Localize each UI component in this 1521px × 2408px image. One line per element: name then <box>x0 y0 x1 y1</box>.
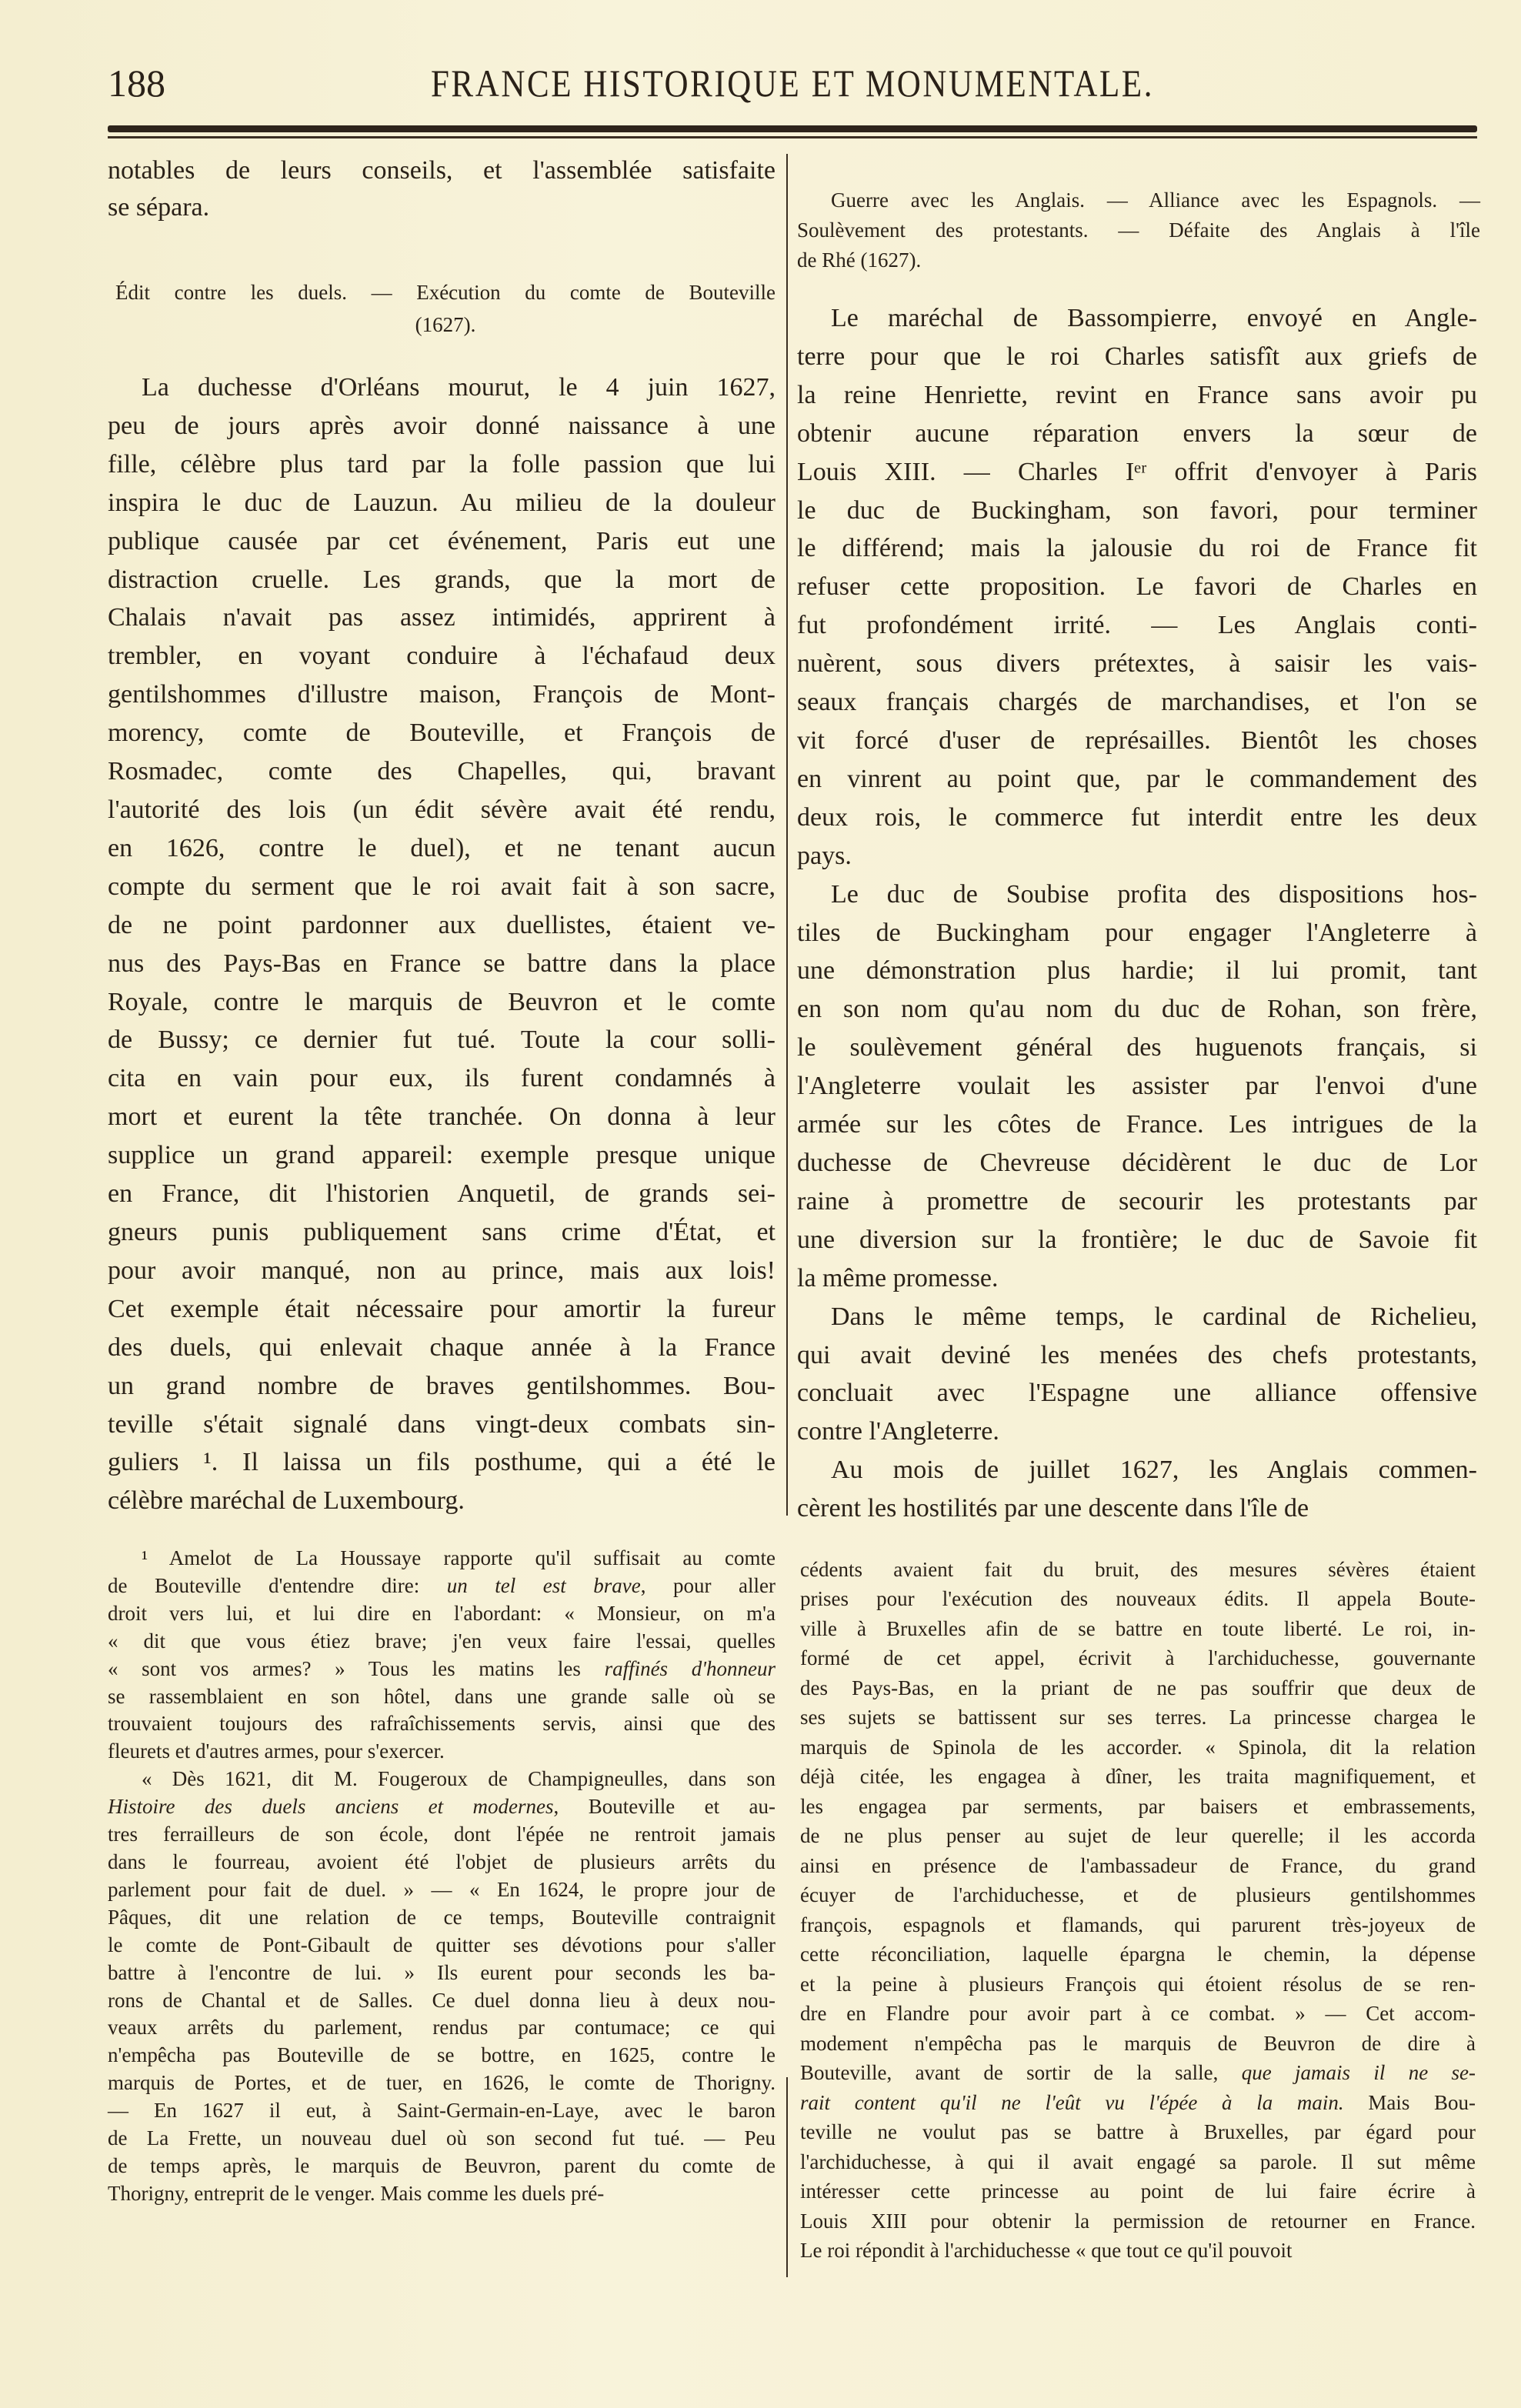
left-section-heading <box>115 276 776 341</box>
text-line: en France, dit l'historien Anquetil, de grands sei- <box>108 1179 776 1209</box>
text-line: se rassemblaient en son hôtel, dans une grande salle où se <box>108 1684 776 1708</box>
text-line: le soulèvement général des huguenots français, si <box>797 1033 1477 1062</box>
text-line: Guerre avec les Anglais. — Alliance avec les Espagnols. — <box>831 188 1480 212</box>
text-segment: Mais Bou- <box>1343 2090 1476 2114</box>
text-line: de Rhé (1627). <box>797 248 922 272</box>
text-line: la reine Henriette, revint en France sans avoir pu <box>797 380 1477 409</box>
text-line: cita en vain pour eux, ils furent condamnés à <box>108 1064 776 1093</box>
paragraph <box>108 369 776 1520</box>
text-line: ¹ Amelot de La Houssaye rapporte qu'il suffisait au comte <box>142 1546 776 1570</box>
text-line: teville ne voulut pas se battre à Bruxelles, par égard pour <box>800 2120 1476 2144</box>
text-line: pour avoir manqué, non au prince, mais aux lois! <box>108 1256 776 1285</box>
text-line: Louis XIII. — Charles Iᵉʳ offrit d'envoyer à Paris <box>797 457 1477 486</box>
text-line: cèrent les hostilités par une descente dans l'île de <box>797 1494 1309 1523</box>
text-line <box>800 2058 1476 2088</box>
text-line <box>108 1793 776 1821</box>
text-line: deux rois, le commerce fut interdit entre les deux <box>797 802 1477 832</box>
column-divider-top <box>786 154 788 1516</box>
text-line: morency, comte de Bouteville, et François de <box>108 719 776 748</box>
text-line: le comte de Pont-Gibault de quitter ses dévotions pour s'aller <box>108 1933 776 1956</box>
text-line: compte du serment que le roi avait fait à son sacre, <box>108 872 776 901</box>
text-line: Le roi répondit à l'archiduchesse « que tout ce qu'il pouvoit <box>800 2239 1293 2263</box>
text-line: cette réconciliation, laquelle épargna le chemin, la dépense <box>800 1943 1476 1966</box>
text-line: fille, célèbre plus tard par la folle passion que lui <box>108 449 776 479</box>
paragraph <box>108 1766 776 2208</box>
italic-text: Histoire des duels anciens et modernes <box>108 1795 554 1819</box>
text-line: pays. <box>797 841 852 870</box>
italic-text: un tel est brave <box>446 1573 641 1597</box>
text-line: l'Angleterre voulait les assister par l'envoi d'une <box>797 1072 1477 1101</box>
left-body-continuation <box>108 152 776 226</box>
text-line: ainsi en présence de l'ambassadeur de France, du grand <box>800 1853 1476 1877</box>
text-line: — En 1627 il eut, à Saint-Germain-en-Laye, avec le baron <box>108 2099 776 2123</box>
left-body-text <box>108 369 776 1520</box>
column-divider-bottom <box>786 2077 788 2277</box>
text-line: ville à Bruxelles afin de se battre en toute liberté. Le roi, in- <box>800 1616 1476 1640</box>
paragraph <box>108 1545 776 1766</box>
paragraph <box>797 1298 1477 1452</box>
text-line: droit vers lui, et lui dire en l'abordant: « Monsieur, on m'a <box>108 1601 776 1625</box>
text-line: rons de Chantal et de Salles. Ce duel donna lieu à deux nou- <box>108 1988 776 2012</box>
paragraph <box>108 152 776 226</box>
text-line: de ne plus penser au sujet de leur querelle; il les accorda <box>800 1824 1476 1848</box>
text-line: formé de cet appel, écrivit à l'archiduchesse, gouvernante <box>800 1646 1476 1670</box>
text-line: seaux français chargés de marchandises, et l'on se <box>797 688 1477 717</box>
text-line: en 1626, contre le duel), et ne tenant aucun <box>108 833 776 862</box>
paragraph <box>797 1451 1477 1528</box>
text-segment: , Bouteville et au- <box>553 1795 776 1819</box>
text-line: l'archiduchesse, à qui il avait engagé sa parole. Il sut même <box>800 2150 1476 2173</box>
text-line: Le maréchal de Bassompierre, envoyé en Angle- <box>831 304 1477 333</box>
text-line: raine à promettre de secourir les protestants par <box>797 1186 1477 1216</box>
text-line: françois, espagnols et flamands, qui parurent très-joyeux de <box>800 1913 1476 1936</box>
text-line: un grand nombre de braves gentilshommes. Bou- <box>108 1371 776 1400</box>
text-line: nus des Pays-Bas en France se battre dans la place <box>108 949 776 978</box>
text-line <box>800 2088 1476 2118</box>
text-segment: , pour aller <box>640 1573 776 1597</box>
text-line: concluait avec l'Espagne une alliance offensive <box>797 1379 1477 1408</box>
text-line: prises pour l'exécution des nouveaux édits. Il appela Boute- <box>800 1587 1476 1611</box>
text-line: Louis XIII pour obtenir la permission de retourner en France. <box>800 2209 1476 2233</box>
text-line: écuyer de l'archiduchesse, et de plusieurs gentilshommes <box>800 1883 1476 1907</box>
text-line: Thorigny, entreprit de le venger. Mais comme les duels pré- <box>108 2181 605 2205</box>
right-section-heading <box>797 185 1480 275</box>
text-line: la même promesse. <box>797 1263 999 1292</box>
text-line: Soulèvement des protestants. — Défaite des Anglais à l'île <box>797 218 1480 242</box>
text-line <box>108 1656 776 1683</box>
text-line: de Bussy; ce dernier fut tué. Toute la cour solli- <box>108 1026 776 1055</box>
text-segment: « sont vos armes? » Tous les matins les <box>108 1656 605 1680</box>
header-rule-thin <box>108 136 1477 138</box>
text-line: gentilshommes d'illustre maison, François de Mont- <box>108 680 776 709</box>
text-line: duchesse de Chevreuse décidèrent le duc de Lor <box>797 1148 1477 1177</box>
text-line: terre pour que le roi Charles satisfît aux griefs de <box>797 342 1477 371</box>
text-line: Cet exemple était nécessaire pour amortir la fureur <box>108 1294 776 1323</box>
paragraph <box>797 299 1477 875</box>
right-body-text <box>797 299 1477 1528</box>
text-line: « dit que vous étiez brave; j'en veux faire l'essai, quelles <box>108 1629 776 1653</box>
text-line: vit forcé d'user de représailles. Bientôt les choses <box>797 726 1477 755</box>
left-footnotes <box>108 1545 776 2208</box>
text-line: l'autorité des lois (un édit sévère avait été rendu, <box>108 795 776 825</box>
text-line: les engagea par serments, par baisers et embrassements, <box>800 1794 1476 1818</box>
text-line: Royale, contre le marquis de Beuvron et le comte <box>108 987 776 1016</box>
text-line: trembler, en voyant conduire à l'échafaud deux <box>108 642 776 671</box>
text-line: notables de leurs conseils, et l'assemblée satisfaite <box>108 156 776 185</box>
text-line: le duc de Buckingham, son favori, pour terminer <box>797 495 1477 525</box>
text-segment: de Bouteville d'entendre dire: <box>108 1573 447 1597</box>
text-line: veaux arrêts du parlement, rendus par contumace; ce qui <box>108 2016 776 2039</box>
text-line <box>108 1573 776 1600</box>
text-line: teville s'était signalé dans vingt-deux combats sin- <box>108 1409 776 1439</box>
text-line: déjà citée, les engagea à dîner, les traita magnifiquement, et <box>800 1765 1476 1789</box>
text-line: n'empêcha pas Bouteville de se bottre, en 1625, contre le <box>108 2043 776 2067</box>
page-number: 188 <box>108 62 165 105</box>
text-line: intéresser cette princesse au point de lui faire écrire à <box>800 2180 1476 2203</box>
text-line: gneurs punis publiquement sans crime d'État, et <box>108 1217 776 1246</box>
text-line: tres ferrailleurs de son école, dont l'épée ne rentroit jamais <box>108 1823 776 1846</box>
text-line: obtenir aucune réparation envers la sœur de <box>797 419 1477 448</box>
paragraph <box>115 276 776 341</box>
text-line: publique causée par cet événement, Paris eut une <box>108 526 776 555</box>
text-line: marquis de Spinola de les accorder. « Spinola, dit la relation <box>800 1735 1476 1759</box>
text-line: Au mois de juillet 1627, les Anglais commen- <box>831 1456 1477 1485</box>
text-line: supplice un grand appareil: exemple presque unique <box>108 1141 776 1170</box>
text-line: une démonstration plus hardie; il lui promit, tant <box>797 956 1477 986</box>
text-line: une diversion sur la frontière; le duc de Savoie fit <box>797 1225 1477 1254</box>
text-line: en son nom qu'au nom du duc de Rohan, son frère, <box>797 995 1477 1024</box>
text-line: modement n'empêcha pas le marquis de Beuvron de dire à <box>800 2031 1476 2055</box>
text-line: refuser cette proposition. Le favori de Charles en <box>797 572 1477 602</box>
text-line: parlement pour fait de duel. » — « En 1624, le propre jour de <box>108 1877 776 1901</box>
text-line: armée sur les côtes de France. Les intrigues de la <box>797 1110 1477 1139</box>
paragraph <box>800 1555 1476 2266</box>
text-line: cédents avaient fait du bruit, des mesures sévères étaient <box>800 1557 1476 1581</box>
text-line: inspira le duc de Lauzun. Au milieu de la douleur <box>108 488 776 517</box>
text-line: Rosmadec, comte des Chapelles, qui, bravant <box>108 757 776 786</box>
text-line: se sépara. <box>108 193 210 222</box>
text-line: mort et eurent la tête tranchée. On donna à leur <box>108 1102 776 1132</box>
text-line: fut profondément irrité. — Les Anglais conti- <box>797 611 1477 640</box>
text-line: le différend; mais la jalousie du roi de France fit <box>797 534 1477 563</box>
text-line: « Dès 1621, dit M. Fougeroux de Champigneulles, dans son <box>142 1767 776 1791</box>
text-line: en vinrent au point que, par le commandement des <box>797 764 1477 793</box>
text-line: contre l'Angleterre. <box>797 1417 999 1446</box>
text-line: dans le fourreau, avoient été l'objet de plusieurs arrêts du <box>108 1850 776 1874</box>
italic-text: que jamais il ne se- <box>1241 2061 1476 2085</box>
running-title: FRANCE HISTORIQUE ET MONUMENTALE. <box>430 62 1155 105</box>
text-line: qui avait deviné les menées des chefs protestants, <box>797 1340 1477 1369</box>
text-line: marquis de Portes, et de tuer, en 1626, le comte de Thorigny. <box>108 2071 776 2095</box>
text-line: dre en Flandre pour avoir part à ce combat. » — Cet accom- <box>800 2002 1476 2026</box>
text-line: La duchesse d'Orléans mourut, le 4 juin 1627, <box>142 373 776 402</box>
text-line: Édit contre les duels. — Exécution du comte de Bouteville <box>115 281 776 304</box>
text-line: Dans le même temps, le cardinal de Richelieu, <box>831 1302 1477 1331</box>
text-line: battre à l'encontre de lui. » Ils eurent pour seconds les ba- <box>108 1960 776 1984</box>
text-line: Chalais n'avait pas assez intimidés, apprirent à <box>108 603 776 632</box>
text-line: fleurets et d'autres armes, pour s'exercer. <box>108 1739 445 1763</box>
header-rule-thick <box>108 125 1477 132</box>
text-line: de La Frette, un nouveau duel où son second fut tué. — Peu <box>108 2126 776 2150</box>
italic-text: raffinés d'honneur <box>604 1656 776 1680</box>
text-line: et la peine à plusieurs François qui étoient résolus de se ren- <box>800 1972 1476 1996</box>
text-line: des Pays-Bas, en la priant de ne pas souffrir que deux de <box>800 1676 1476 1699</box>
text-line: distraction cruelle. Les grands, que la mort de <box>108 565 776 594</box>
paragraph <box>797 185 1480 275</box>
text-line: ses sujets se battissent sur ses terres. La princesse chargea le <box>800 1706 1476 1729</box>
text-line: des duels, qui enlevait chaque année à la France <box>108 1332 776 1362</box>
paragraph <box>797 875 1477 1298</box>
text-line: guliers ¹. Il laissa un fils posthume, qui a été le <box>108 1448 776 1477</box>
text-line: (1627). <box>415 313 476 336</box>
text-line: peu de jours après avoir donné naissance à une <box>108 411 776 440</box>
text-segment: Bouteville, avant de sortir de la salle, <box>800 2061 1242 2085</box>
text-line: nuèrent, sous divers prétextes, à saisir les vais- <box>797 649 1477 679</box>
text-line: de temps après, le marquis de Beuvron, parent du comte de <box>108 2153 776 2177</box>
italic-text: rait content qu'il ne l'eût vu l'épée à la main. <box>800 2090 1344 2114</box>
text-line: Pâques, dit une relation de ce temps, Bouteville contraignit <box>108 1905 776 1929</box>
text-line: trouvaient toujours des rafraîchissements servis, ainsi que des <box>108 1712 776 1736</box>
text-line: Le duc de Soubise profita des dispositions hos- <box>831 879 1477 909</box>
text-line: célèbre maréchal de Luxembourg. <box>108 1486 465 1516</box>
text-line: tiles de Buckingham pour engager l'Angleterre à <box>797 918 1477 947</box>
right-footnotes <box>800 1555 1476 2266</box>
text-line: de ne point pardonner aux duellistes, étaient ve- <box>108 910 776 939</box>
